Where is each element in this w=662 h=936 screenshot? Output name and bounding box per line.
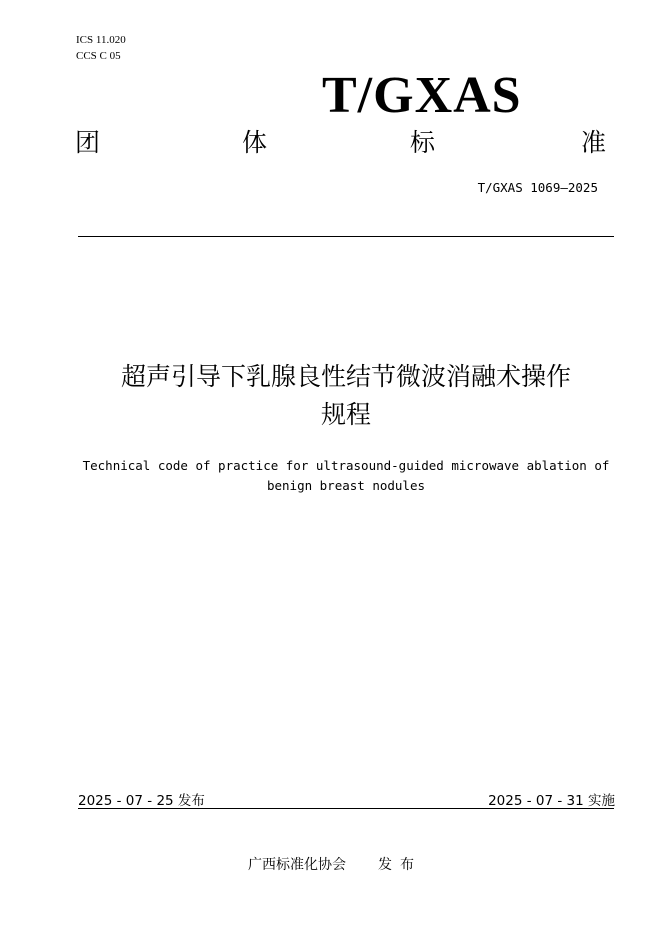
ccs-code: CCS C 05 bbox=[76, 50, 121, 62]
issue-date: 2025 - 07 - 25 发布 bbox=[78, 793, 205, 809]
standard-logo: T/GXAS bbox=[322, 67, 522, 124]
english-title bbox=[60, 456, 632, 496]
implementation-date: 2025 - 07 - 31 实施 bbox=[488, 793, 615, 809]
chinese-title bbox=[60, 358, 632, 434]
chinese-title-line-2: 规程 bbox=[320, 400, 371, 429]
publisher-name: 广西标准化协会 bbox=[248, 857, 346, 873]
standard-number: T/GXAS 1069—2025 bbox=[477, 180, 598, 195]
classification-codes bbox=[76, 32, 126, 64]
publish-action: 发布 bbox=[378, 857, 422, 873]
category-char-3: 标 bbox=[410, 128, 436, 157]
category-char-1: 团 bbox=[75, 128, 101, 157]
chinese-title-line-1: 超声引导下乳腺良性结节微波消融术操作 bbox=[120, 362, 571, 391]
ics-code: ICS 11.020 bbox=[76, 34, 126, 46]
top-divider bbox=[78, 236, 614, 237]
english-title-line-2: benign breast nodules bbox=[266, 478, 426, 493]
publisher-line bbox=[248, 854, 422, 874]
english-title-line-1: Technical code of practice for ultrasound-guided microwave ablation of bbox=[82, 458, 610, 473]
bottom-divider bbox=[78, 808, 614, 809]
category-char-2: 体 bbox=[242, 128, 268, 157]
category-char-4: 准 bbox=[581, 128, 607, 157]
